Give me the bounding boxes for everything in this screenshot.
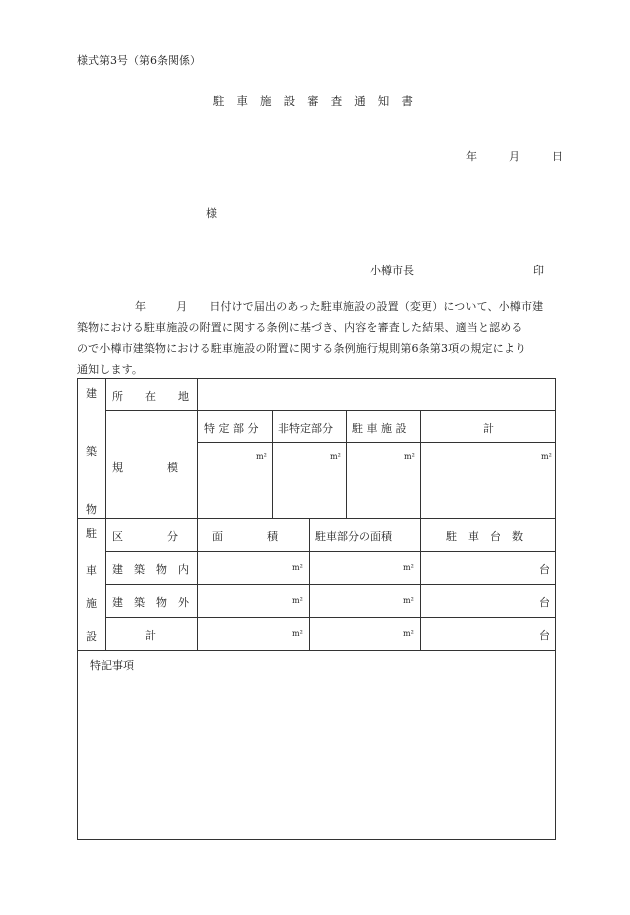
remarks-label: 特記事項 — [90, 659, 134, 672]
body-line-2: 築物における駐車施設の附置に関する条例に基づき、内容を審査した結果、適当と認める — [77, 321, 523, 334]
body-line-1-text: 日付けで届出のあった駐車施設の設置（変更）について、小樽市建 — [209, 300, 544, 313]
rule — [272, 410, 273, 518]
body-year: 年 — [135, 300, 147, 313]
date-line — [466, 148, 563, 164]
rule — [77, 650, 556, 651]
rule — [105, 378, 106, 650]
date-month: 月 — [509, 150, 520, 163]
parking-char-4: 設 — [86, 630, 97, 643]
rule — [105, 410, 556, 411]
rule — [105, 584, 556, 585]
row-label-outside: 建 築 物 外 — [112, 596, 189, 609]
unit-area: m² — [403, 596, 414, 605]
notice-body — [77, 296, 559, 380]
building-char-1: 建 — [86, 387, 97, 400]
parking-char-3: 施 — [86, 597, 97, 610]
unit-area: m² — [292, 596, 303, 605]
rule — [420, 518, 421, 650]
building-char-3: 物 — [86, 503, 97, 516]
section-label: 区 分 — [112, 530, 178, 543]
addressee-honorific: 様 — [206, 207, 217, 220]
unit-area: m² — [292, 563, 303, 572]
unit-area: m² — [330, 452, 341, 461]
unit-area: m² — [541, 452, 552, 461]
body-month: 月 — [176, 300, 188, 313]
rule — [197, 378, 198, 650]
rule — [309, 518, 310, 650]
body-line-3: ので小樽市建築物における駐車施設の附置に関する条例施行規則第6条第3項の規定により — [77, 342, 527, 355]
rule — [77, 518, 556, 519]
unit-count: 台 — [539, 596, 550, 609]
unit-area: m² — [292, 629, 303, 638]
parking-char-1: 駐 — [86, 527, 97, 540]
location-label: 所 在 地 — [112, 390, 189, 403]
unit-count: 台 — [539, 563, 550, 576]
rule — [105, 551, 556, 552]
rule — [197, 442, 556, 443]
rule — [105, 617, 556, 618]
seal-mark: 印 — [533, 264, 544, 277]
unit-count: 台 — [539, 629, 550, 642]
unit-area: m² — [403, 629, 414, 638]
scale-label: 規 模 — [112, 461, 178, 474]
date-day: 日 — [552, 150, 563, 163]
unit-area: m² — [404, 452, 415, 461]
body-line-4: 通知します。 — [77, 363, 144, 376]
parking-char-2: 車 — [86, 564, 97, 577]
col-parking-area: 駐車部分の面積 — [315, 530, 392, 543]
body-line-1 — [77, 296, 559, 317]
header-total: 計 — [483, 422, 494, 435]
unit-area: m² — [403, 563, 414, 572]
col-parking-count: 駐 車 台 数 — [446, 530, 523, 543]
building-char-2: 築 — [86, 445, 97, 458]
row-label-inside: 建 築 物 内 — [112, 563, 189, 576]
rule — [420, 410, 421, 518]
header-non-specified-part: 非特定部分 — [278, 422, 333, 435]
col-area: 面 積 — [212, 530, 278, 543]
form-number: 様式第3号（第6条関係） — [77, 54, 201, 67]
header-parking-facility: 駐 車 施 設 — [352, 422, 407, 435]
rule — [346, 410, 347, 518]
document-title: 駐 車 施 設 審 査 通 知 書 — [212, 94, 418, 108]
issuer-name: 小樽市長 — [370, 264, 414, 277]
row-label-total: 計 — [145, 629, 156, 642]
unit-area: m² — [256, 452, 267, 461]
header-specified-part: 特 定 部 分 — [204, 422, 259, 435]
date-year: 年 — [466, 150, 477, 163]
